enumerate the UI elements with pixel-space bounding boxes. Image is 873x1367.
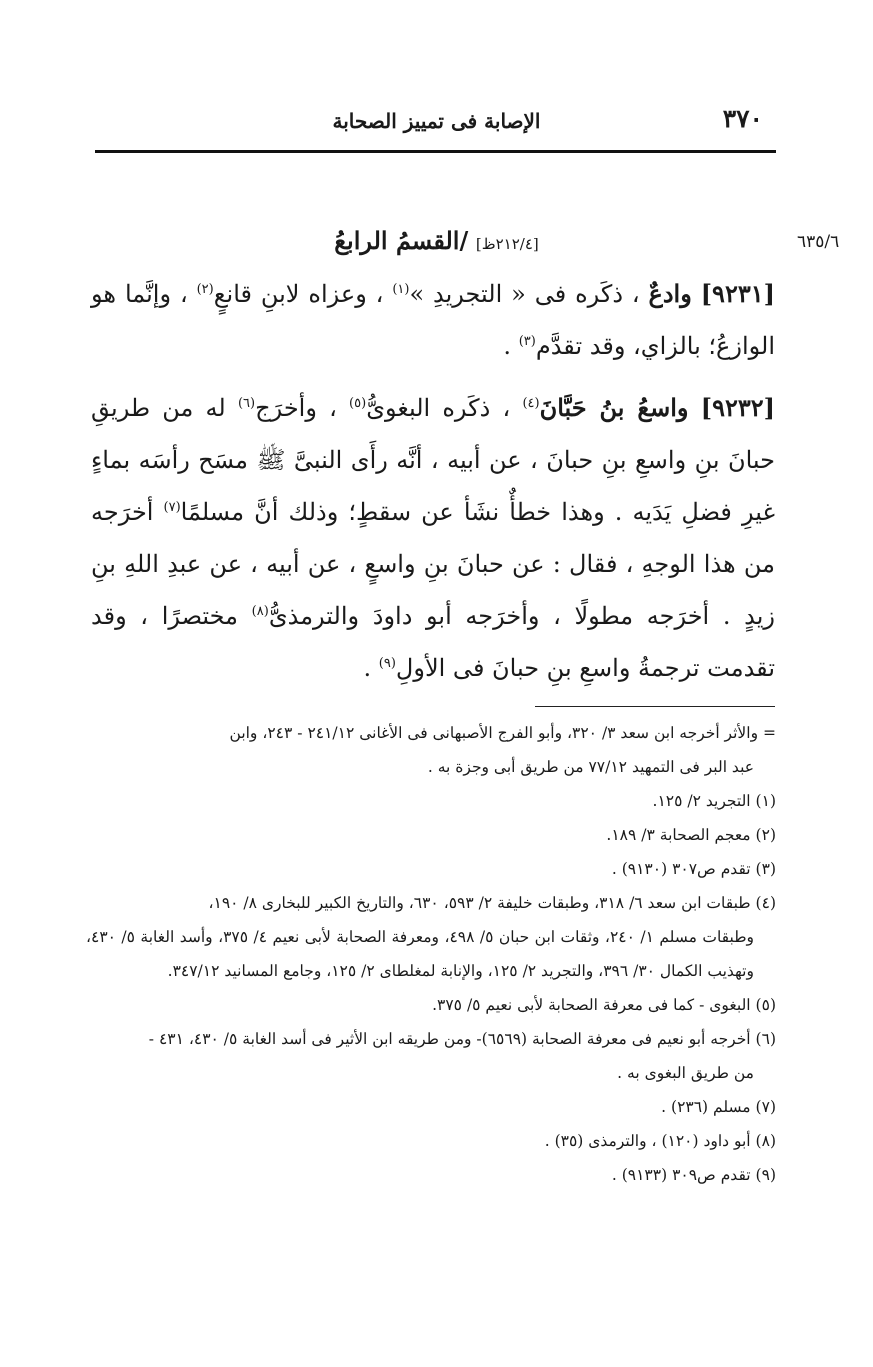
footnote <box>86 988 776 1022</box>
running-title: الإصابة فى تمييز الصحابة <box>332 109 541 133</box>
footnotes <box>86 716 776 1192</box>
footnote-text: التجريد ٢/ ١٢٥. <box>652 792 751 810</box>
page-number: ٣٧٠ <box>722 104 763 133</box>
folio-reference: [٢١٢/٤ظ] <box>475 235 539 253</box>
margin-reference: ٦٣٥/٦ <box>797 232 840 252</box>
footnote-label: (٤) <box>755 894 776 912</box>
footnote-text: معجم الصحابة ٣/ ١٨٩. <box>606 826 751 844</box>
footnote-text: والأثر أخرجه ابن سعد ٣/ ٣٢٠، وأبو الفرج الأصبهانى فى الأغانى ٢٤١/١٢ - ٢٤٣، وابن <box>229 724 759 742</box>
main-text <box>91 268 775 704</box>
footnote-text: أبو داود (١٢٠) ، والترمذى (٣٥) . <box>544 1132 751 1150</box>
footnote <box>86 1158 776 1192</box>
footnote <box>86 784 776 818</box>
footnote-label: (٧) <box>755 1098 776 1116</box>
footnote-label: (٦) <box>755 1030 776 1048</box>
entry-text: . <box>363 654 372 682</box>
footnote-label: (١) <box>755 792 776 810</box>
header-rule <box>95 150 776 153</box>
footnote-text: طبقات ابن سعد ٦/ ٣١٨، وطبقات خليفة ٢/ ٥٩٣، ٦٣٠، والتاريخ الكبير للبخارى ٨/ ١٩٠، <box>208 894 751 912</box>
footnote-ref: (٤) <box>522 396 540 411</box>
footnote-text: البغوى - كما فى معرفة الصحابة لأبى نعيم ٥/ ٣٧٥. <box>432 996 751 1014</box>
entry-number: [٩٢٣٢] <box>700 393 776 422</box>
footnote-label: (٨) <box>755 1132 776 1150</box>
footnote-text: مسلم (٢٣٦) . <box>661 1098 751 1116</box>
footnote-label: (٥) <box>755 996 776 1014</box>
footnote-continuation: من طريق البغوى به . <box>617 1064 754 1082</box>
footnote <box>86 1124 776 1158</box>
footnote-continuation: وطبقات مسلم ١/ ٢٤٠، وثقات ابن حبان ٥/ ٤٩٨، ومعرفة الصحابة لأبى نعيم ٤/ ٣٧٥، وأسد الغابة ٥/ ٤٣٠، وتهذيب الكمال ٣٠/ ٣٩٦، والتجريد ٢/ ١٢٥، والإنابة لمغلطاى ٢/ ١٢٥، وجامع المسانيد ٣٤٧/١٢. <box>86 928 755 980</box>
footnote-separator <box>535 706 775 707</box>
footnote-ref: (٣) <box>518 334 536 349</box>
section-heading <box>0 226 873 255</box>
entry-text: ، وإنَّما هو الوازعُ؛ بالزاي، وقد تقدَّم <box>91 280 775 360</box>
footnote-label: (٢) <box>755 826 776 844</box>
entry-name: واسعُ بنُ حَبَّانَ <box>539 393 689 422</box>
footnote <box>86 818 776 852</box>
footnote-label: = <box>763 724 776 742</box>
footnote <box>86 716 776 750</box>
footnote-ref: (١) <box>392 282 410 297</box>
footnote-ref: (٧) <box>163 500 181 515</box>
entry <box>91 382 775 694</box>
footnote-ref: (٨) <box>251 604 269 619</box>
footnote-ref: (٢) <box>196 282 214 297</box>
entry-text: ، وأخرَج <box>255 394 337 422</box>
footnote <box>86 886 776 920</box>
footnote <box>86 1022 776 1056</box>
footnote <box>86 852 776 886</box>
footnote-ref: (٥) <box>349 396 367 411</box>
footnote <box>86 1090 776 1124</box>
footnote-continuation: عبد البر فى التمهيد ٧٧/١٢ من طريق أبى وجزة به . <box>427 758 754 776</box>
entry-name: وادعٌ <box>648 279 692 308</box>
entry-text: ، وعزاه لابنِ قانعٍ <box>213 280 384 308</box>
footnote-text: تقدم ص٣٠٧ (٩١٣٠) . <box>611 860 751 878</box>
entry-text: له من طريقِ حبانَ بنِ واسعِ بنِ حبانَ ، عن أبيه ، أنَّه رأَى النبىَّ ﷺ مسَح رأسَه بماءٍ غيرِ فضلِ يَدَيه . وهذا خطأٌ نشَأ عن سقطٍ؛ وذلك أنَّ مسلمًا <box>91 394 776 526</box>
entry-text: . <box>503 332 512 360</box>
entry <box>91 268 775 372</box>
footnote-text: أخرجه أبو نعيم فى معرفة الصحابة (٦٥٦٩)- ومن طريقه ابن الأثير فى أسد الغابة ٥/ ٤٣٠، ٤٣١ - <box>148 1030 751 1048</box>
entry-text: أخرَجه من هذا الوجهِ ، فقال : عن حبانَ بنِ واسعٍ ، عن أبيه ، عن عبدِ اللهِ بنِ زيدٍ . أخرَجه مطولًا ، وأخرَجه أبو داودَ والترمذىُّ <box>91 498 775 630</box>
footnote-label: (٩) <box>755 1166 776 1184</box>
entry-text: ، ذكَره فى « التجريدِ » <box>409 280 640 308</box>
entry-text: ، ذكَره البغوىُّ <box>366 394 511 422</box>
footnote-text: تقدم ص٣٠٩ (٩١٣٣) . <box>611 1166 751 1184</box>
entry-text: مختصرًا ، وقد تقدمت ترجمةُ واسعِ بنِ حبانَ فى الأولِ <box>91 602 775 682</box>
entry-number: [٩٢٣١] <box>700 279 775 308</box>
footnote-label: (٣) <box>755 860 776 878</box>
footnote-ref: (٩) <box>378 656 396 671</box>
footnote-ref: (٦) <box>237 396 256 411</box>
section-title: /القسمُ الرابعُ <box>334 226 469 255</box>
